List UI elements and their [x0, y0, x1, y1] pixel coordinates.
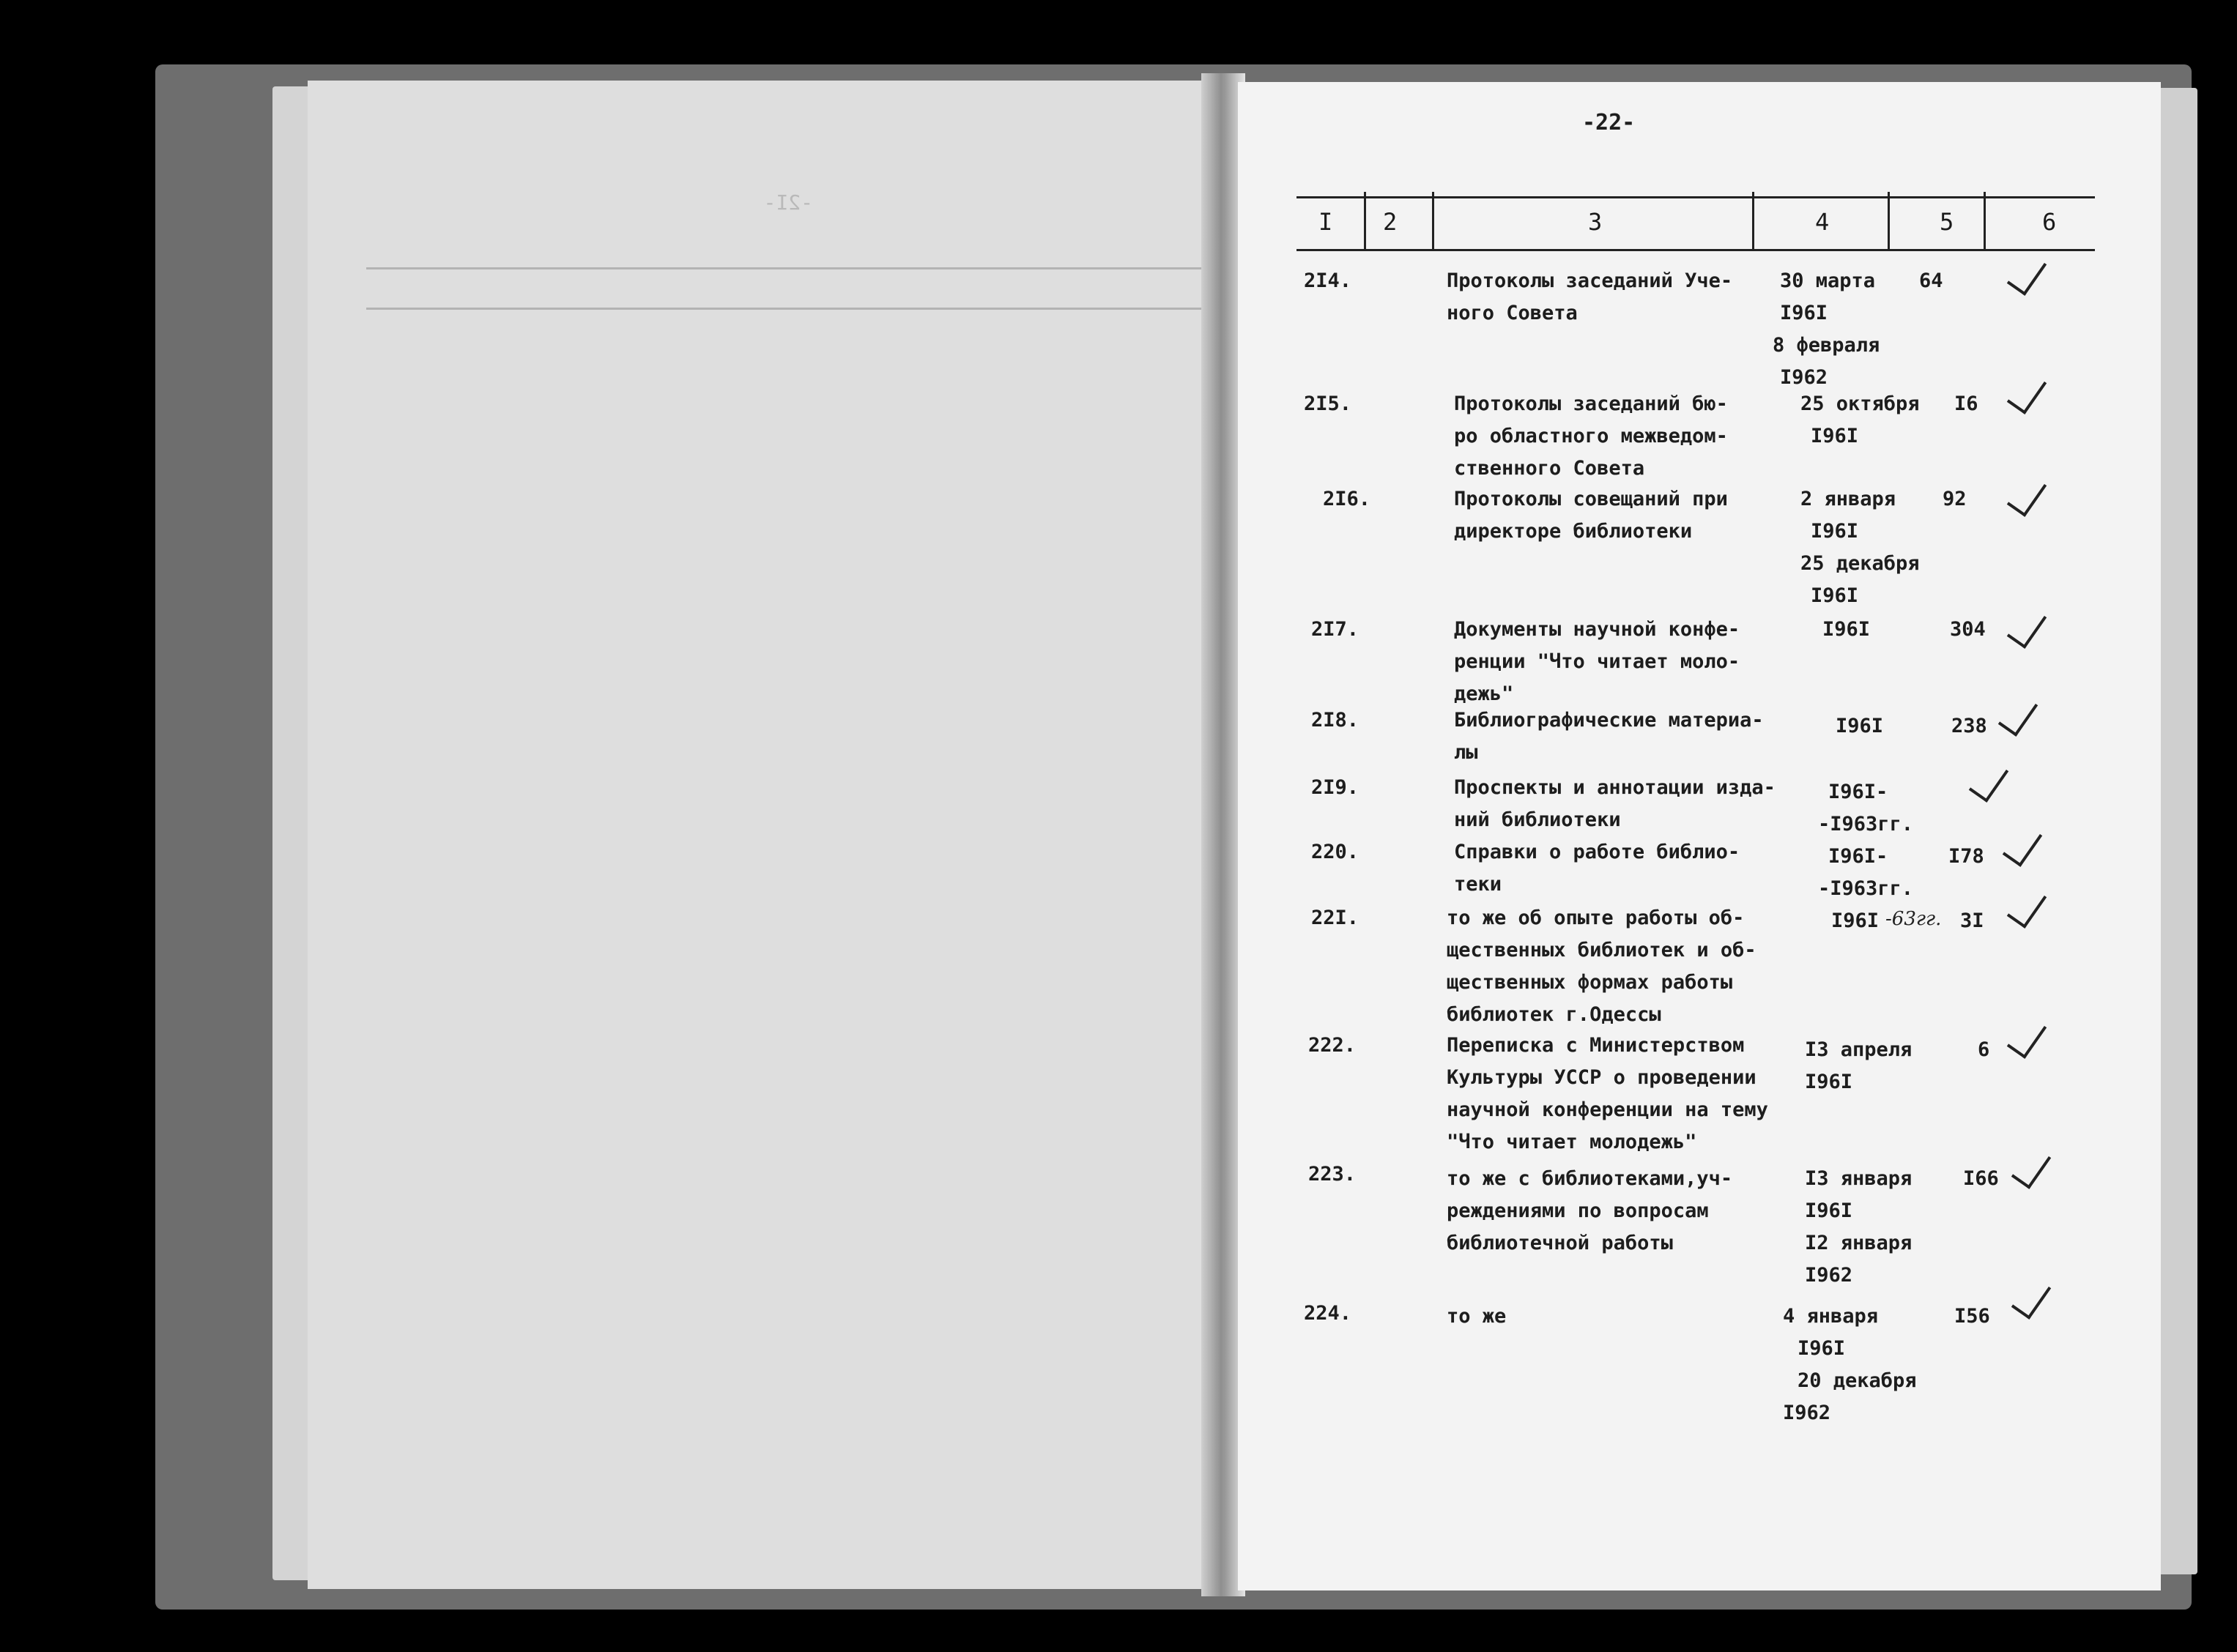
- row-pages: 64: [1919, 269, 1943, 292]
- date-line: 4 января: [1783, 1305, 1879, 1328]
- row-dates: [1818, 776, 1914, 841]
- row-title: [1447, 1163, 1732, 1260]
- title-line: "Что читает молодежь": [1447, 1131, 1697, 1153]
- column-header-6: 6: [2042, 208, 2057, 236]
- title-line: ного Совета: [1447, 302, 1578, 324]
- row-number: 220.: [1311, 841, 1359, 863]
- row-title: [1454, 772, 1776, 836]
- date-line: I962: [1805, 1264, 1853, 1287]
- date-line: 25 октября: [1800, 392, 1920, 415]
- row-dates: [1773, 265, 1880, 394]
- row-dates: [1831, 905, 1879, 937]
- row-pages: 6: [1978, 1038, 1990, 1061]
- row-pages: 304: [1950, 618, 1986, 641]
- date-line: I96I: [1780, 302, 1828, 324]
- title-line: Культуры УССР о проведении: [1447, 1066, 1756, 1089]
- title-line: Справки о работе библио-: [1454, 841, 1740, 863]
- row-pages: 92: [1943, 488, 1967, 510]
- row-number: 22I.: [1311, 907, 1359, 929]
- date-line: 25 декабря: [1800, 552, 1920, 575]
- row-title: [1454, 388, 1728, 485]
- date-line: I96I-: [1828, 781, 1888, 803]
- column-divider: [1432, 192, 1434, 250]
- column-header-2: 2: [1383, 208, 1398, 236]
- row-number: 2I8.: [1311, 709, 1359, 732]
- row-number: 2I7.: [1311, 618, 1359, 641]
- date-line: 30 марта: [1780, 269, 1876, 292]
- column-header-1: I: [1318, 208, 1333, 236]
- column-divider: [1984, 192, 1986, 250]
- row-dates: [1805, 1034, 1912, 1098]
- row-pages: I56: [1954, 1305, 1990, 1328]
- title-line: Протоколы заседаний Уче-: [1447, 269, 1733, 292]
- title-line: Протоколы совещаний при: [1454, 488, 1728, 510]
- left-page-number: -2I-: [763, 190, 813, 215]
- date-line: I2 января: [1805, 1232, 1913, 1254]
- title-line: реждениями по вопросам: [1447, 1199, 1709, 1222]
- row-dates: [1805, 1163, 1912, 1292]
- title-line: щественных библиотек и об-: [1447, 939, 1756, 961]
- date-line: I96I: [1836, 715, 1884, 737]
- row-dates: [1818, 841, 1914, 905]
- title-line: Проспекты и аннотации изда-: [1454, 776, 1776, 799]
- page-number: -22-: [1582, 110, 1636, 135]
- date-line: I96I: [1811, 520, 1859, 543]
- row-pages: I66: [1963, 1167, 1999, 1190]
- row-dates: [1836, 710, 1883, 743]
- row-title: [1447, 265, 1732, 330]
- row-title: [1447, 1030, 1768, 1158]
- row-title: [1454, 836, 1740, 901]
- title-line: лы: [1454, 741, 1478, 764]
- date-line: I96I: [1798, 1337, 1846, 1360]
- date-line: 20 декабря: [1798, 1369, 1917, 1392]
- handwritten-annotation: -63гг.: [1885, 908, 1942, 930]
- date-line: I962: [1783, 1402, 1831, 1424]
- title-line: Протоколы заседаний бю-: [1454, 392, 1728, 415]
- date-line: -I963гг.: [1818, 813, 1914, 836]
- table-top-rule: [1296, 196, 2095, 198]
- title-line: то же с библиотеками,уч-: [1447, 1167, 1733, 1190]
- row-pages: I6: [1954, 392, 1978, 415]
- row-number: 223.: [1308, 1163, 1357, 1186]
- row-title: [1454, 704, 1764, 769]
- row-dates: [1783, 1301, 1917, 1429]
- date-line: I96I-: [1828, 845, 1888, 868]
- title-line: Документы научной конфе-: [1454, 618, 1740, 641]
- date-line: I96I: [1831, 909, 1880, 932]
- title-line: то же: [1447, 1305, 1507, 1328]
- title-line: Переписка с Министерством: [1447, 1034, 1745, 1057]
- date-line: I3 апреля: [1805, 1038, 1913, 1061]
- title-line: щественных формах работы: [1447, 971, 1733, 994]
- title-line: ренции "Что читает моло-: [1454, 650, 1740, 673]
- title-line: ственного Совета: [1454, 457, 1645, 480]
- title-line: ний библиотеки: [1454, 808, 1621, 831]
- row-title: [1454, 483, 1728, 548]
- row-number: 222.: [1308, 1034, 1357, 1057]
- row-number: 224.: [1304, 1302, 1352, 1325]
- date-line: I96I: [1811, 425, 1859, 447]
- date-line: 8 февраля: [1773, 334, 1880, 357]
- title-line: директоре библиотеки: [1454, 520, 1693, 543]
- date-line: 2 января: [1800, 488, 1896, 510]
- column-divider: [1752, 192, 1754, 250]
- row-number: 2I6.: [1323, 488, 1371, 510]
- title-line: дежь": [1454, 682, 1514, 705]
- date-line: -I963гг.: [1818, 877, 1914, 900]
- date-line: I3 января: [1805, 1167, 1913, 1190]
- ghost-rule: [366, 308, 1201, 310]
- ghost-rule: [366, 267, 1201, 269]
- row-dates: [1800, 483, 1920, 612]
- date-line: I96I: [1805, 1071, 1853, 1093]
- row-dates: [1800, 388, 1920, 453]
- row-pages: I78: [1948, 845, 1984, 868]
- title-line: теки: [1454, 873, 1502, 896]
- column-header-3: 3: [1588, 208, 1603, 236]
- row-pages: 3I: [1960, 909, 1984, 932]
- row-number: 2I5.: [1304, 392, 1352, 415]
- row-title: [1454, 614, 1740, 710]
- title-line: то же об опыте работы об-: [1447, 907, 1745, 929]
- date-line: I96I: [1805, 1199, 1853, 1222]
- row-pages: 238: [1951, 715, 1987, 737]
- row-dates: [1822, 614, 1870, 646]
- date-line: I962: [1780, 366, 1828, 389]
- left-page: [308, 81, 1223, 1589]
- date-line: I96I: [1822, 618, 1871, 641]
- title-line: Библиографические материа-: [1454, 709, 1764, 732]
- row-title: [1447, 902, 1756, 1031]
- title-line: ро областного межведом-: [1454, 425, 1728, 447]
- title-line: библиотечной работы: [1447, 1232, 1673, 1254]
- column-divider: [1364, 192, 1366, 250]
- bleed-through-text: [308, 81, 1223, 1589]
- column-divider: [1888, 192, 1890, 250]
- row-title: [1447, 1301, 1506, 1333]
- title-line: библиотек г.Одессы: [1447, 1003, 1661, 1026]
- row-number: 2I9.: [1311, 776, 1359, 799]
- date-line: I96I: [1811, 584, 1859, 607]
- row-number: 2I4.: [1304, 269, 1352, 292]
- title-line: научной конференции на тему: [1447, 1098, 1768, 1121]
- table-header-rule: [1296, 249, 2095, 251]
- column-header-4: 4: [1815, 208, 1830, 236]
- column-header-5: 5: [1940, 208, 1954, 236]
